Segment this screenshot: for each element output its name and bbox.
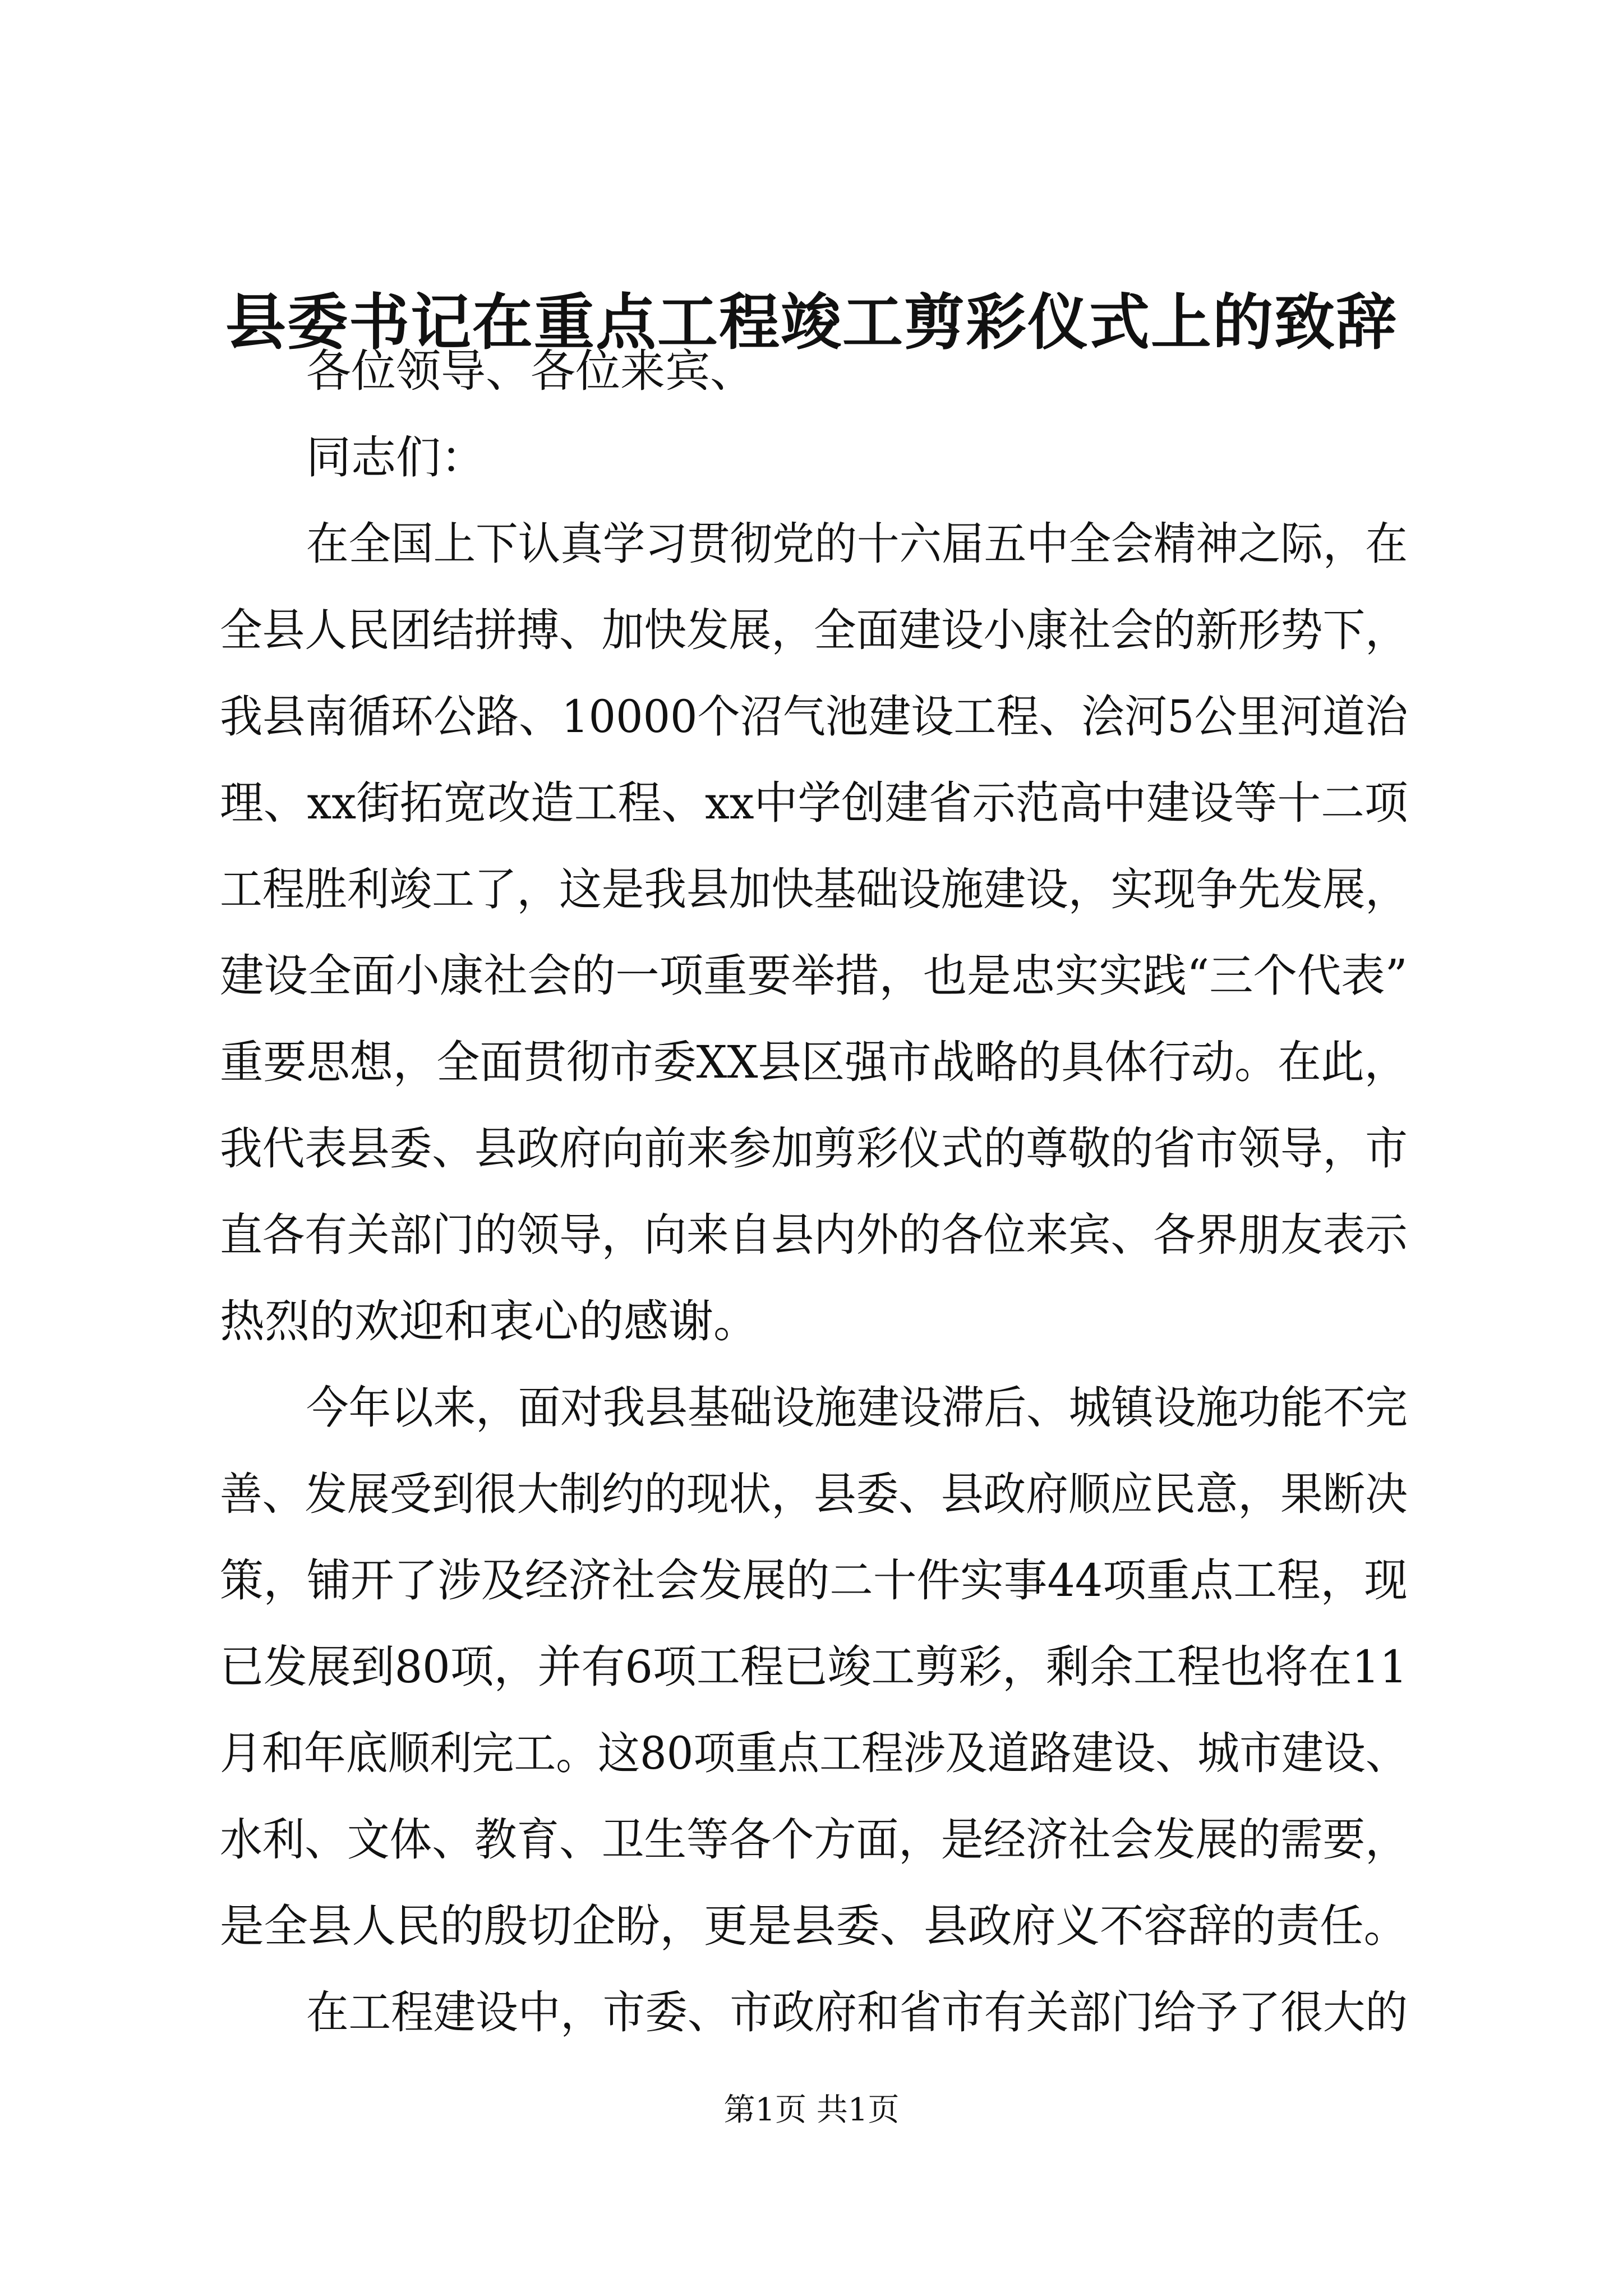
paragraph-2-line-5: 月和年底顺利完工。这80项重点工程涉及道路建设、城市建设、 xyxy=(220,1727,1408,1779)
paragraph-1-line-8: 我代表县委、县政府向前来参加剪彩仪式的尊敬的省市领导，市 xyxy=(220,1122,1408,1175)
paragraph-1-line-4: 理、xx街拓宽改造工程、xx中学创建省示范高中建设等十二项 xyxy=(220,777,1408,829)
paragraph-2-line-6: 水利、文体、教育、卫生等各个方面，是经济社会发展的需要， xyxy=(220,1814,1408,1866)
paragraph-3-line-1: 在工程建设中，市委、市政府和省市有关部门给予了很大的 xyxy=(306,1986,1408,2039)
paragraph-2-line-7: 是全县人民的殷切企盼，更是县委、县政府义不容辞的责任。 xyxy=(220,1900,1408,1952)
paragraph-2-line-2: 善、发展受到很大制约的现状，县委、县政府顺应民意，果断决 xyxy=(220,1468,1408,1520)
paragraph-2-line-3: 策，铺开了涉及经济社会发展的二十件实事44项重点工程，现 xyxy=(220,1554,1408,1607)
paragraph-1-line-6: 建设全面小康社会的一项重要举措，也是忠实实践“三个代表” xyxy=(220,950,1408,1002)
paragraph-1-line-3: 我县南循环公路、10000个沼气池建设工程、浍河5公里河道治 xyxy=(220,691,1408,743)
salutation-line-1: 各位领导、各位来宾、 xyxy=(306,345,755,397)
paragraph-2-line-4: 已发展到80项，并有6项工程已竣工剪彩，剩余工程也将在11 xyxy=(220,1641,1408,1693)
salutation-line-2: 同志们： xyxy=(306,431,486,484)
page-title: 县委书记在重点工程竣工剪彩仪式上的致辞 xyxy=(225,287,1398,358)
paragraph-1-line-1: 在全国上下认真学习贯彻党的十六届五中全会精神之际，在 xyxy=(306,518,1408,570)
page-footer: 第1页 共1页 xyxy=(723,2092,900,2128)
paragraph-2-line-1: 今年以来，面对我县基础设施建设滞后、城镇设施功能不完 xyxy=(306,1382,1408,1434)
paragraph-1-line-9: 直各有关部门的领导，向来自县内外的各位来宾、各界朋友表示 xyxy=(220,1209,1408,1261)
paragraph-1-line-2: 全县人民团结拼搏、加快发展，全面建设小康社会的新形势下， xyxy=(220,604,1408,656)
paragraph-1-line-10: 热烈的欢迎和衷心的感谢。 xyxy=(220,1295,758,1347)
paragraph-1-line-5: 工程胜利竣工了，这是我县加快基础设施建设，实现争先发展， xyxy=(220,863,1408,915)
paragraph-1-line-7: 重要思想，全面贯彻市委XX县区强市战略的具体行动。在此， xyxy=(220,1036,1408,1088)
